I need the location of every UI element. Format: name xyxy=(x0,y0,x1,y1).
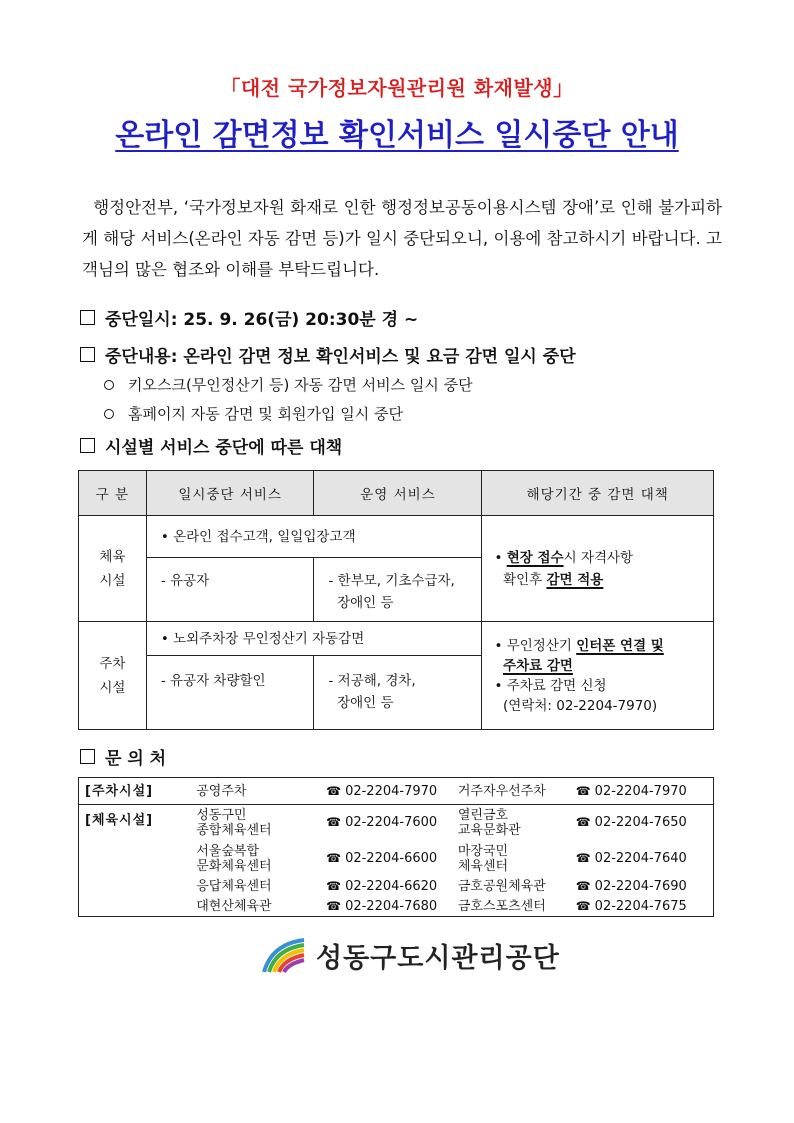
phone-icon: ☎ xyxy=(575,815,591,830)
table-row xyxy=(79,805,714,841)
parking-measure-t1: • 무인정산기 xyxy=(494,637,577,654)
checkbox-square-icon xyxy=(80,347,95,362)
phone-number: 02-2204-7600 xyxy=(345,815,438,831)
phone-icon: ☎ xyxy=(326,898,342,913)
phone-icon: ☎ xyxy=(575,898,591,913)
contact-phone[interactable] xyxy=(570,897,714,917)
header-measure: 해당기간 중 감면 대책 xyxy=(482,471,714,516)
phone-icon: ☎ xyxy=(575,879,591,893)
phone-number: 02-2204-7970 xyxy=(345,783,438,799)
notice-title xyxy=(0,110,794,154)
checkbox-square-icon xyxy=(80,438,95,453)
contact-phone[interactable] xyxy=(570,805,714,841)
measures-table xyxy=(78,470,714,730)
phone-number: 02-2204-6620 xyxy=(345,879,438,894)
parking-measure-t2: • 주차료 감면 신청 xyxy=(494,677,607,694)
contact-name: 거주자우선주차 xyxy=(452,778,570,805)
circle-bullet-icon xyxy=(104,380,114,390)
content-item xyxy=(104,374,473,395)
contact-name: 금호공원체육관 xyxy=(457,879,546,894)
sports-measure-t1: 시 자격사항 xyxy=(563,549,634,566)
parking-operating: - 저공해, 경차, 장애인 등 xyxy=(314,656,482,730)
table-row xyxy=(79,841,714,877)
contact-phone[interactable] xyxy=(570,778,714,805)
checkbox-square-icon xyxy=(80,310,95,325)
content-item-text: 키오스크(무인정산기 등) 자동 감면 서비스 일시 중단 xyxy=(128,376,473,394)
contact-name: 성동구민 종합체육센터 xyxy=(196,807,272,838)
header-category: 구 분 xyxy=(79,471,147,516)
organization-logo xyxy=(262,936,560,975)
empty-cell xyxy=(79,841,191,877)
phone-icon: ☎ xyxy=(575,783,591,798)
sports-suspended-1: • 온라인 접수고객, 일일입장고객 xyxy=(146,516,482,558)
sports-measure: • 현장 접수시 자격사항 확인후 감면 적용 xyxy=(482,516,714,622)
sports-measure-t2: 확인후 xyxy=(503,571,547,588)
content-item-text: 홈페이지 자동 감면 및 회원가입 일시 중단 xyxy=(128,405,403,423)
header-operating: 운영 서비스 xyxy=(314,471,482,516)
phone-number: 02-2204-7970 xyxy=(594,783,687,799)
section-measures xyxy=(80,433,342,458)
sports-suspended-2: - 유공자 xyxy=(146,558,314,622)
parking-suspended-1: • 노외주차장 무인정산기 자동감면 xyxy=(146,622,482,656)
contact-phone[interactable] xyxy=(570,841,714,877)
header-suspended: 일시중단 서비스 xyxy=(146,471,314,516)
logo-text: 성동구도시관리공단 xyxy=(316,943,560,974)
parking-suspended-2: - 유공자 차량할인 xyxy=(146,656,314,730)
checkbox-square-icon xyxy=(80,749,95,764)
phone-number: 02-2204-6600 xyxy=(345,851,438,866)
parking-measure-u1: 인터폰 연결 및 xyxy=(576,637,664,654)
contact-name: 열린금호 교육문화관 xyxy=(457,807,521,838)
contact-name: 공영주차 xyxy=(190,778,320,805)
table-row xyxy=(79,516,714,558)
parking-measure xyxy=(482,622,714,730)
contact-phone[interactable] xyxy=(320,897,452,917)
phone-icon: ☎ xyxy=(326,879,342,893)
contact-phone[interactable] xyxy=(320,778,452,805)
phone-number: 02-2204-7690 xyxy=(594,879,687,894)
table-row xyxy=(79,897,714,917)
section-period-text: 중단일시: 25. 9. 26(금) 20:30분 경 ~ xyxy=(105,310,419,330)
intro-text: 행정안전부, ‘국가정보자원 화재로 인한 행정정보공동이용시스템 장애’로 인해 불가피하게 해당 서비스(온라인 자동 감면 등)가 일시 중단되오니, 이용에 참고하시기 바랍니다. 고객님의 많은 협조와 이해를 부탁드립니다. xyxy=(82,198,722,279)
contact-name: 마장국민 체육센터 xyxy=(457,843,509,874)
category-sports: 체육 시설 xyxy=(79,516,147,622)
phone-number: 02-2204-7650 xyxy=(594,815,687,831)
section-content xyxy=(80,342,576,367)
contact-name: 응답체육센터 xyxy=(196,879,272,894)
sports-measure-u2: 감면 적용 xyxy=(546,571,604,588)
parking-measure-t3: (연락처: 02-2204-7970) xyxy=(503,697,658,714)
phone-icon: ☎ xyxy=(575,851,591,865)
category-parking: 주차 시설 xyxy=(79,622,147,730)
content-item xyxy=(104,403,403,424)
contact-phone[interactable] xyxy=(570,877,714,897)
sports-label: [체육시설] xyxy=(85,813,154,828)
table-row xyxy=(79,778,714,805)
sports-measure-u1: 현장 접수 xyxy=(506,549,564,566)
rainbow-logo-icon xyxy=(262,938,306,974)
notice-subtitle: 「대전 국가정보자원관리원 화재발생」 xyxy=(220,76,574,100)
phone-number: 02-2204-7680 xyxy=(345,898,438,914)
contact-table xyxy=(78,777,714,917)
table-row xyxy=(79,622,714,656)
empty-cell xyxy=(79,897,191,917)
phone-icon: ☎ xyxy=(326,851,342,865)
phone-icon: ☎ xyxy=(326,783,342,798)
table-row xyxy=(79,877,714,897)
table-header-row xyxy=(79,471,714,516)
section-contact-text: 문 의 처 xyxy=(105,749,167,769)
contact-name: 서울숲복합 문화체육센터 xyxy=(196,843,272,874)
parking-measure-u2: 주차료 감면 xyxy=(503,657,573,674)
parking-label: [주차시설] xyxy=(79,778,191,805)
phone-icon: ☎ xyxy=(326,815,342,830)
notice-title-text: 온라인 감면정보 확인서비스 일시중단 안내 xyxy=(115,118,679,153)
contact-name: 금호스포츠센터 xyxy=(457,898,546,914)
sports-operating: - 한부모, 기초수급자, 장애인 등 xyxy=(314,558,482,622)
section-period xyxy=(80,305,418,330)
phone-number: 02-2204-7640 xyxy=(594,851,687,866)
circle-bullet-icon xyxy=(104,409,114,419)
section-contact xyxy=(80,744,166,769)
contact-name: 대현산체육관 xyxy=(196,898,272,914)
contact-phone[interactable] xyxy=(320,841,452,877)
contact-phone[interactable] xyxy=(320,805,452,841)
intro-paragraph xyxy=(82,192,722,285)
phone-number: 02-2204-7675 xyxy=(594,898,687,914)
empty-cell xyxy=(79,877,191,897)
contact-phone[interactable] xyxy=(320,877,452,897)
section-measures-text: 시설별 서비스 중단에 따른 대책 xyxy=(105,438,343,458)
section-content-text: 중단내용: 온라인 감면 정보 확인서비스 및 요금 감면 일시 중단 xyxy=(105,347,576,367)
